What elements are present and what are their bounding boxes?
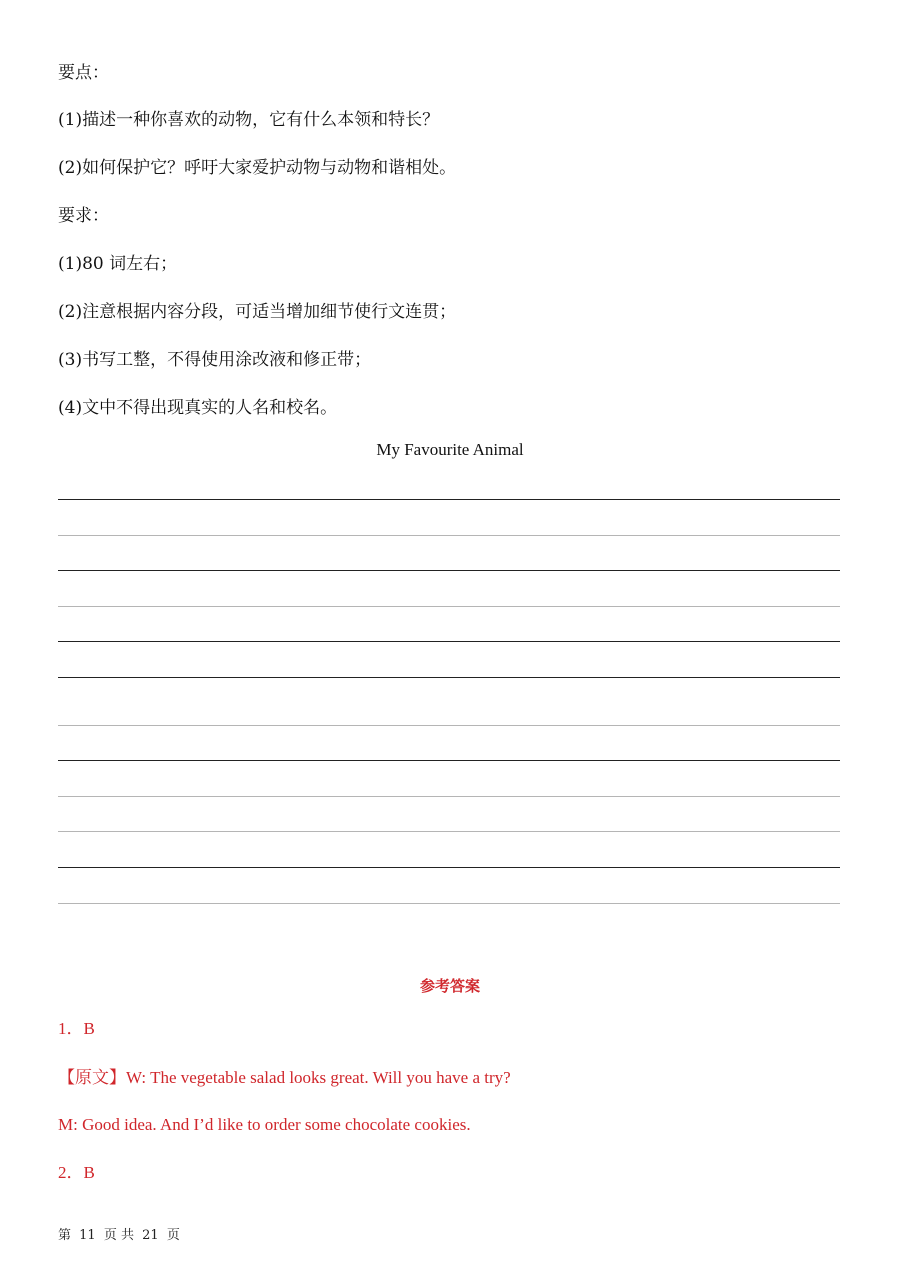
requirement-1: (1)80 词左右； — [58, 254, 178, 274]
writing-line — [58, 725, 840, 726]
total-pages-number: 21 — [142, 1228, 159, 1243]
answer-key-heading: 参考答案 — [419, 977, 480, 995]
writing-line — [58, 641, 840, 642]
page-label-prefix: 第 — [58, 1228, 72, 1243]
writing-line — [58, 535, 840, 536]
writing-line — [58, 499, 840, 500]
requirement-4: (4)文中不得出现真实的人名和校名。 — [58, 398, 338, 418]
page-label-suffix: 页 — [166, 1228, 180, 1243]
writing-line — [58, 867, 840, 868]
point-2: (2)如何保护它？呼吁大家爱护动物与动物和谐相处。 — [58, 158, 457, 178]
point-1: (1)描述一种你喜欢的动物，它有什么本领和特长？ — [58, 110, 440, 130]
points-heading: 要点： — [58, 63, 109, 83]
writing-line — [58, 677, 840, 678]
essay-title: My Favourite Animal — [376, 440, 524, 459]
writing-line — [58, 760, 840, 761]
page-footer — [58, 1227, 184, 1245]
writing-line — [58, 606, 840, 607]
transcript-woman: 【原文】W: The vegetable salad looks great. Will you have a try? — [58, 1068, 511, 1087]
transcript-man: M: Good idea. And I’d like to order some chocolate cookies. — [58, 1115, 471, 1134]
requirement-3: (3)书写工整，不得使用涂改液和修正带； — [58, 350, 372, 370]
answer-2: 2．B — [58, 1163, 95, 1182]
requirement-2: (2)注意根据内容分段，可适当增加细节使行文连贯； — [58, 302, 457, 322]
answer-1: 1．B — [58, 1019, 95, 1038]
requirements-heading: 要求： — [58, 206, 109, 226]
writing-line — [58, 831, 840, 832]
writing-line — [58, 796, 840, 797]
writing-line — [58, 570, 840, 571]
current-page-number: 11 — [79, 1228, 96, 1243]
page-label-mid: 页 共 — [103, 1228, 134, 1243]
writing-line — [58, 903, 840, 904]
